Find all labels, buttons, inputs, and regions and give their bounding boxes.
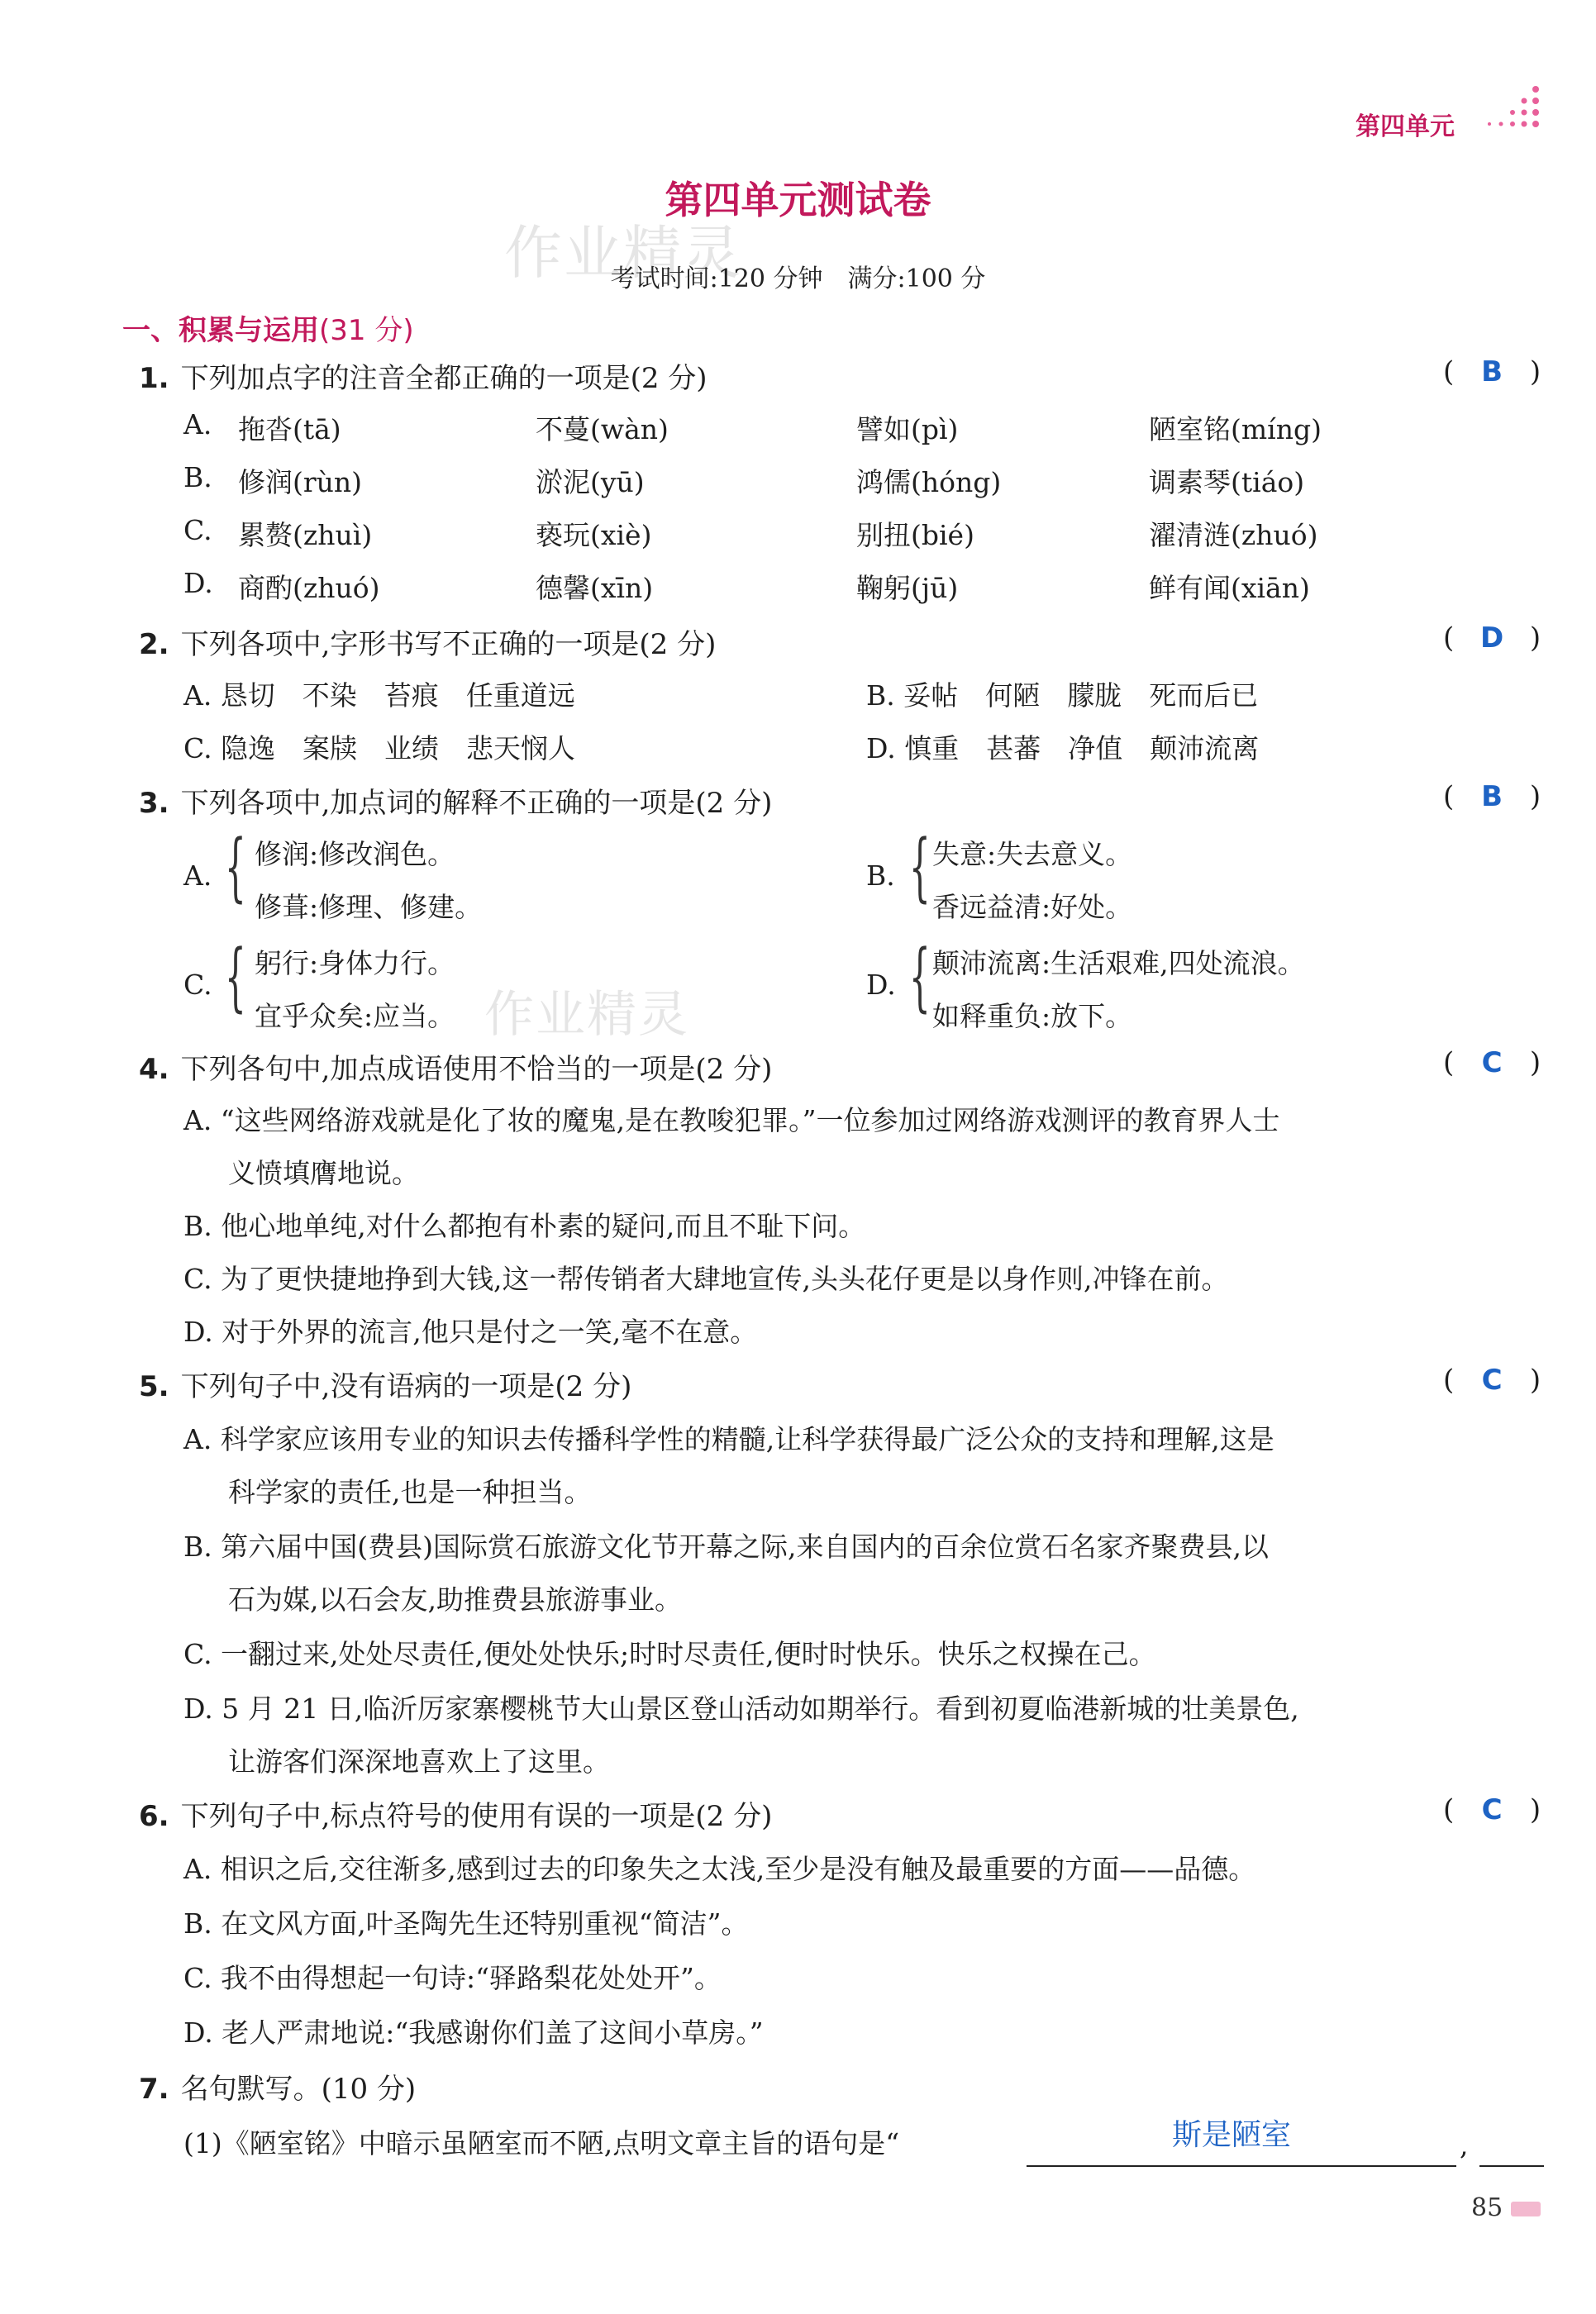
q5-option-b-cont: 石为媒,以石会友,助推费县旅游事业。 (228, 1583, 682, 1616)
q5-option-d-cont: 让游客们深深地喜欢上了这里。 (228, 1745, 610, 1778)
q3-label-c: C. (183, 969, 212, 1001)
q6-option-d: D. 老人严肃地说:“我感谢你们盖了这间小草房。” (183, 2016, 764, 2049)
q6-option-b: B. 在文风方面,叶圣陶先生还特别重视“简洁”。 (183, 1907, 749, 1940)
q3-label-b: B. (866, 859, 895, 892)
brace-b: { (909, 824, 931, 911)
q6-option-c: C. 我不由得想起一句诗:“驿路梨花处处开”。 (183, 1962, 722, 1994)
watermark: 作业精灵 (504, 219, 742, 287)
q5-option-c: C. 一翻过来,处处尽责任,便处处快乐;时时尽责任,便时时快乐。快乐之权操在己。 (183, 1638, 1156, 1670)
q3-label-d: D. (866, 969, 896, 1001)
answer-blank[interactable] (1027, 2165, 1456, 2167)
q1-option-label: A. (183, 408, 212, 440)
question-2: 2. 下列各项中,字形书写不正确的一项是(2 分) (139, 628, 717, 661)
q2-option-a: A. 恳切 不染 苔痕 任重道远 (183, 679, 575, 712)
answer-4: ( C ) (1443, 1046, 1541, 1079)
q1-option-label: C. (183, 514, 212, 546)
answer-blank-2[interactable] (1479, 2165, 1544, 2167)
q2-option-b: B. 妥帖 何陋 朦胧 死而后已 (866, 679, 1259, 712)
q5-option-d: D. 5 月 21 日,临沂厉家寨樱桃节大山景区登山活动如期举行。看到初夏临港新城的壮美景色, (183, 1693, 1299, 1725)
q1-option-label: B. (183, 461, 212, 493)
q1-option-item: 鸿儒(hóng) (856, 466, 1002, 498)
dots-decoration-icon (1481, 84, 1541, 136)
question-4: 4. 下列各句中,加点成语使用不恰当的一项是(2 分) (139, 1053, 773, 1086)
q3-b1: 失意:失去意义。 (932, 838, 1133, 870)
q6-option-a: A. 相识之后,交往渐多,感到过去的印象失之太浅,至少是没有触及最重要的方面——品德。 (183, 1853, 1256, 1885)
q3-d2: 如释重负:放下。 (932, 1000, 1133, 1032)
answer-2: ( D ) (1443, 621, 1541, 655)
page-number: 85 (1471, 2193, 1503, 2222)
q1-option-item: 拖沓(tā) (238, 413, 341, 445)
q1-option-item: 累赘(zhuì) (238, 519, 373, 551)
section-heading: 一、积累与运用(31 分) (122, 314, 414, 347)
brace-a: { (225, 824, 246, 911)
q3-a1: 修润:修改润色。 (255, 838, 455, 870)
q1-option-item: 商酌(zhuó) (238, 572, 380, 604)
q1-option-item: 鞠躬(jū) (856, 572, 959, 604)
q1-option-item: 别扭(bié) (856, 519, 974, 551)
q1-option-item: 德馨(xīn) (536, 572, 654, 604)
question-7: 7. 名句默写。(10 分) (139, 2073, 417, 2106)
q2-option-c: C. 隐逸 案牍 业绩 悲天悯人 (183, 732, 576, 764)
q4-option-b: B. 他心地单纯,对什么都抱有朴素的疑问,而且不耻下问。 (183, 1210, 866, 1242)
q3-c2: 宜乎众矣:应当。 (255, 1000, 455, 1032)
q1-option-item: 不蔓(wàn) (536, 413, 669, 445)
page-title: 第四单元测试卷 (665, 178, 931, 222)
q3-a2: 修葺:修理、修建。 (255, 891, 483, 923)
answer-1: ( B ) (1443, 355, 1541, 388)
brace-d: { (909, 934, 931, 1021)
q1-option-item: 调素琴(tiáo) (1149, 466, 1305, 498)
answer-5: ( C ) (1443, 1364, 1541, 1397)
question-5: 5. 下列句子中,没有语病的一项是(2 分) (139, 1370, 632, 1403)
q3-label-a: A. (183, 859, 212, 892)
answer-6: ( C ) (1443, 1793, 1541, 1826)
q4-option-a: A. “这些网络游戏就是化了妆的魔鬼,是在教唆犯罪。”一位参加过网络游戏测评的教育界人士 (183, 1104, 1280, 1136)
q1-option-item: 亵玩(xiè) (536, 519, 652, 551)
q3-b2: 香远益清:好处。 (932, 891, 1133, 923)
q1-option-item: 陋室铭(míng) (1149, 413, 1322, 445)
q1-option-item: 濯清涟(zhuó) (1149, 519, 1318, 551)
question-1: 1. 下列加点字的注音全都正确的一项是(2 分) (139, 362, 707, 395)
brace-c: { (225, 934, 246, 1021)
q7-sentence-1: (1)《陋室铭》中暗示虽陋室而不陋,点明文章主旨的语句是“ (183, 2127, 900, 2159)
q1-option-label: D. (183, 567, 213, 599)
unit-header: 第四单元 (1355, 112, 1455, 141)
q3-d1: 颠沛流离:生活艰难,四处流浪。 (932, 947, 1305, 979)
answer-3: ( B ) (1443, 780, 1541, 813)
q4-option-c: C. 为了更快捷地挣到大钱,这一帮传销者大肆地宣传,头头花仔更是以身作则,冲锋在前。 (183, 1263, 1229, 1295)
q1-option-item: 鲜有闻(xiān) (1149, 572, 1310, 604)
q5-option-a-cont: 科学家的责任,也是一种担当。 (228, 1476, 592, 1508)
q7-comma: , (1460, 2129, 1469, 2161)
q3-c1: 躬行:身体力行。 (255, 947, 455, 979)
q7-fill-answer: 斯是陋室 (1172, 2118, 1292, 2152)
question-6: 6. 下列句子中,标点符号的使用有误的一项是(2 分) (139, 1800, 773, 1833)
question-3: 3. 下列各项中,加点词的解释不正确的一项是(2 分) (139, 787, 773, 820)
q5-option-b: B. 第六届中国(费县)国际赏石旅游文化节开幕之际,来自国内的百余位赏石名家齐聚费县,以 (183, 1531, 1269, 1563)
q5-option-a: A. 科学家应该用专业的知识去传播科学性的精髓,让科学获得最广泛公众的支持和理解,这是 (183, 1423, 1274, 1455)
q4-option-d: D. 对于外界的流言,他只是付之一笑,毫不在意。 (183, 1316, 758, 1348)
watermark: 作业精灵 (484, 986, 689, 1044)
q4-option-a-cont: 义愤填膺地说。 (228, 1157, 419, 1189)
q1-option-item: 淤泥(yū) (536, 466, 645, 498)
exam-info: 考试时间:120 分钟 满分:100 分 (610, 264, 986, 293)
q2-option-d: D. 慎重 甚蕃 净值 颠沛流离 (866, 732, 1260, 764)
q1-option-item: 修润(rùn) (238, 466, 363, 498)
page-tab-decoration (1511, 2202, 1541, 2216)
q1-option-item: 譬如(pì) (856, 413, 959, 445)
